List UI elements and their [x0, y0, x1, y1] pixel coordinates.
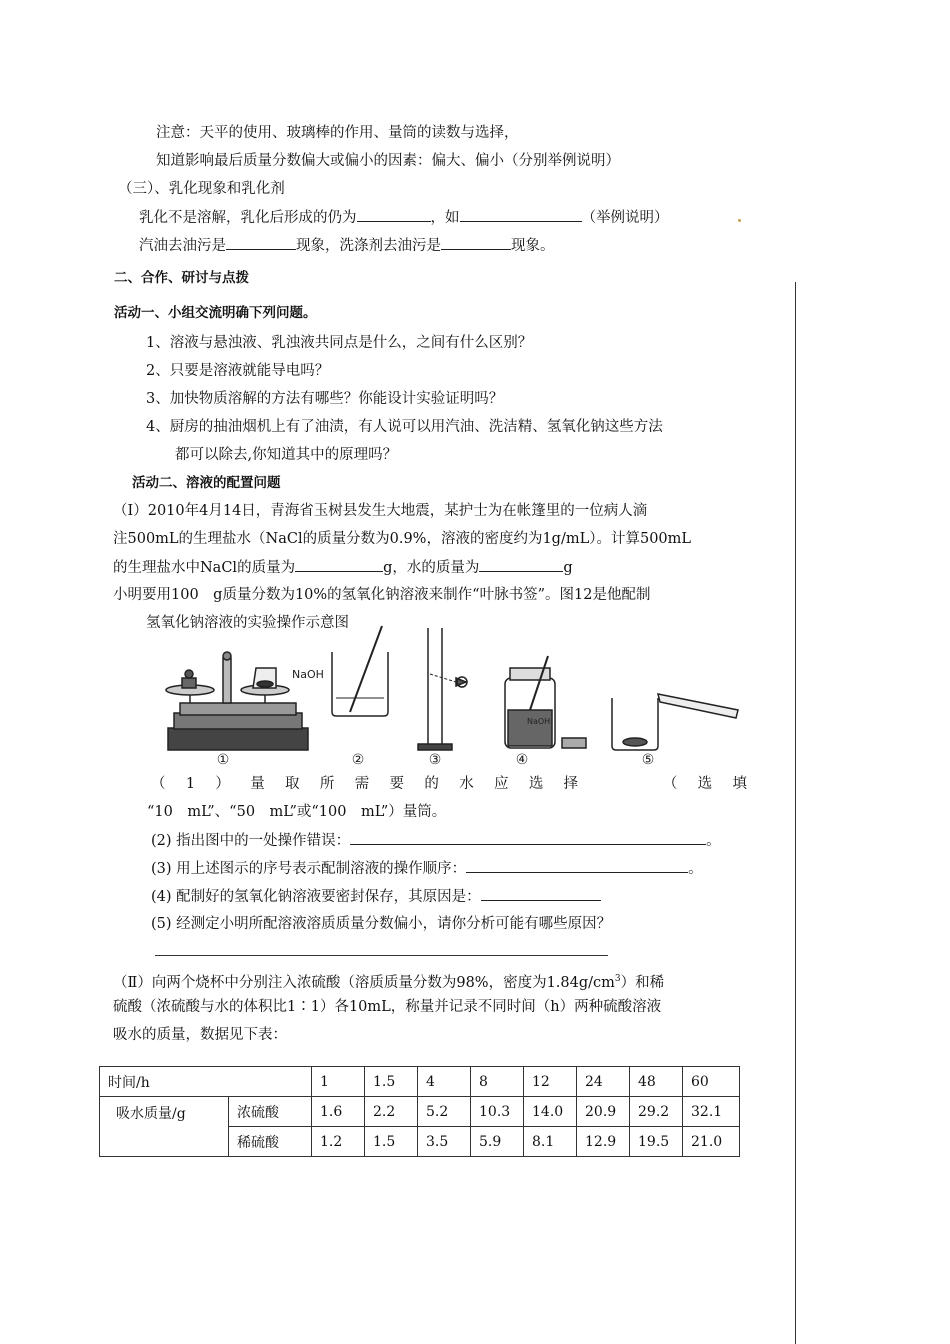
- time-cell: 1.5: [365, 1067, 418, 1097]
- q1-token: 量: [250, 776, 265, 792]
- blank-operation-order[interactable]: [466, 859, 688, 873]
- problem1-line1: （Ⅰ）2010年4月14日，青海省玉树县发生大地震，某护士为在帐篷里的一位病人滴: [113, 503, 648, 519]
- table-cell: 19.5: [630, 1127, 683, 1157]
- time-cell: 24: [577, 1067, 630, 1097]
- table-cell: 10.3: [471, 1097, 524, 1127]
- table-cell: 12.9: [577, 1127, 630, 1157]
- q1-token: 要: [389, 776, 405, 792]
- activity1-q1: 1、溶液与悬浊液、乳浊液共同点是什么，之间有什么区别？: [146, 335, 533, 351]
- table-row: [100, 1097, 740, 1127]
- step-label-4: ④: [515, 752, 529, 768]
- blank-cylinder-choice[interactable]: [599, 775, 643, 788]
- time-cell: 1: [312, 1067, 365, 1097]
- table-header-row: [100, 1067, 740, 1097]
- q1-token: 1: [185, 776, 196, 792]
- table-cell: 1.5: [365, 1127, 418, 1157]
- step-label-2: ②: [351, 752, 365, 768]
- q1-token: 的: [424, 776, 439, 792]
- note-line-2: 知道影响最后质量分数偏大或偏小的因素：偏大、偏小（分别举例说明）: [156, 153, 620, 169]
- time-header: 时间/h: [100, 1067, 312, 1097]
- q1-token: ）: [215, 776, 230, 792]
- blank-emulsion-type[interactable]: [357, 208, 431, 222]
- table-cell: 21.0: [683, 1127, 740, 1157]
- row-name: 浓硫酸: [229, 1097, 312, 1127]
- q1-token: 需: [354, 776, 370, 792]
- table-cell: 14.0: [524, 1097, 577, 1127]
- figure-q1-line1: [151, 775, 747, 793]
- table-cell: 29.2: [630, 1097, 683, 1127]
- q1-token: 水: [459, 776, 474, 792]
- problem1-line3: 的生理盐水中NaCl的质量为 g，水的质量为 g: [113, 560, 573, 576]
- margin-rule: [795, 282, 796, 1344]
- q1-token: 填: [732, 776, 747, 792]
- q1-token: 选: [697, 776, 713, 792]
- figure-q4: (4) 配制好的氢氧化钠溶液要密封保存，其原因是：: [151, 887, 601, 906]
- blank-seal-reason[interactable]: [481, 887, 601, 901]
- activity1-q4-line1: 4、厨房的抽油烟机上有了油渍，有人说可以用汽油、洗洁精、氢氧化钠这些方法: [146, 419, 663, 435]
- activity1-q2: 2、只要是溶液就能导电吗？: [146, 363, 330, 379]
- table-cell: 5.9: [471, 1127, 524, 1157]
- blank-detergent[interactable]: [441, 236, 511, 250]
- figure-q1-line2: “10 mL”、“50 mL”或“100 mL”）量筒。: [147, 804, 447, 820]
- table-cell: 20.9: [577, 1097, 630, 1127]
- note-line-1: 注意：天平的使用、玻璃棒的作用、量筒的读数与选择，: [156, 125, 519, 141]
- blank-nacl-mass[interactable]: [295, 558, 383, 572]
- time-cell: 4: [418, 1067, 471, 1097]
- problem2-line1: 小明要用100 g质量分数为10%的氢氧化钠溶液来制作“叶脉书签”。图12是他配制: [113, 587, 651, 603]
- figure-q2: (2) 指出图中的一处操作错误： 。: [151, 833, 721, 849]
- table-cell: 1.6: [312, 1097, 365, 1127]
- beaker-stirring-icon: [332, 626, 388, 716]
- step-label-3: ③: [428, 752, 442, 768]
- q1-token: （: [151, 776, 166, 792]
- graduated-cylinder-icon: [418, 628, 467, 750]
- part-ii-line2: 硫酸（浓硫酸与水的体积比1∶1）各10mL，称量并记录不同时间（h）两种硫酸溶液: [113, 999, 662, 1015]
- q1-token: 取: [285, 776, 300, 792]
- blank-operation-error[interactable]: [350, 831, 706, 845]
- naoh-label: NaOH: [292, 668, 324, 681]
- answer-line-q5[interactable]: [155, 955, 608, 956]
- table-cell: 1.2: [312, 1127, 365, 1157]
- water-absorption-table: [99, 1066, 740, 1157]
- activity1-q4-line2: 都可以除去,你知道其中的原理吗？: [175, 447, 398, 463]
- time-cell: 12: [524, 1067, 577, 1097]
- problem2-line2: 氢氧化钠溶液的实验操作示意图: [146, 615, 349, 631]
- emulsion-line: 乳化不是溶解，乳化后形成的仍为 ，如 （举例说明）: [139, 210, 669, 226]
- stray-dot: [738, 219, 741, 222]
- q1-token: 选: [528, 776, 544, 792]
- step-label-1: ①: [216, 752, 230, 768]
- reagent-jar-icon: [505, 656, 586, 748]
- jar-label: NaOH: [527, 717, 551, 726]
- step-label-5: ⑤: [641, 752, 655, 768]
- table-cell: 3.5: [418, 1127, 471, 1157]
- time-cell: 8: [471, 1067, 524, 1097]
- q1-token: 所: [319, 776, 335, 792]
- table-cell: 8.1: [524, 1127, 577, 1157]
- activity1-q3: 3、加快物质溶解的方法有哪些？你能设计实验证明吗？: [146, 391, 504, 407]
- q1-token: 择: [563, 776, 579, 792]
- experiment-figure: [160, 618, 750, 768]
- blank-water-mass[interactable]: [479, 558, 563, 572]
- blank-gasoline[interactable]: [226, 236, 296, 250]
- problem1-line2: 注500mL的生理盐水（NaCl的质量分数为0.9%，溶液的密度约为1g/mL）。计算500mL: [113, 531, 692, 547]
- part-ii-line1: （Ⅱ）向两个烧杯中分别注入浓硫酸（溶质质量分数为98%，密度为$1.84g/cm^3$）和稀: [113, 974, 665, 991]
- row-name: 稀硫酸: [229, 1127, 312, 1157]
- table-cell: 5.2: [418, 1097, 471, 1127]
- figure-q5: (5) 经测定小明所配溶液溶质质量分数偏小，请你分析可能有哪些原因？: [151, 916, 612, 932]
- activity2-title: 活动二、溶液的配置问题: [132, 475, 281, 491]
- oil-line: 汽油去油污是 现象，洗涤剂去油污是 现象。: [139, 238, 555, 254]
- section3-heading: （三）、乳化现象和乳化剂: [118, 181, 285, 197]
- part2-heading: 二、合作、研讨与点拨: [114, 270, 249, 286]
- activity1-title: 活动一、小组交流明确下列问题。: [114, 305, 317, 321]
- balance-icon: [166, 652, 308, 750]
- blank-emulsion-example[interactable]: [460, 208, 582, 222]
- q1-token: （: [662, 776, 678, 792]
- table-cell: 2.2: [365, 1097, 418, 1127]
- row-group-label: 吸水质量/g: [100, 1097, 229, 1157]
- part-ii-line3: 吸水的质量，数据见下表：: [113, 1027, 287, 1043]
- pouring-icon: [612, 694, 738, 750]
- table-cell: 32.1: [683, 1097, 740, 1127]
- figure-q3: (3) 用上述图示的序号表示配制溶液的操作顺序： 。: [151, 861, 703, 877]
- time-cell: 48: [630, 1067, 683, 1097]
- q1-token: 应: [494, 776, 509, 792]
- time-cell: 60: [683, 1067, 740, 1097]
